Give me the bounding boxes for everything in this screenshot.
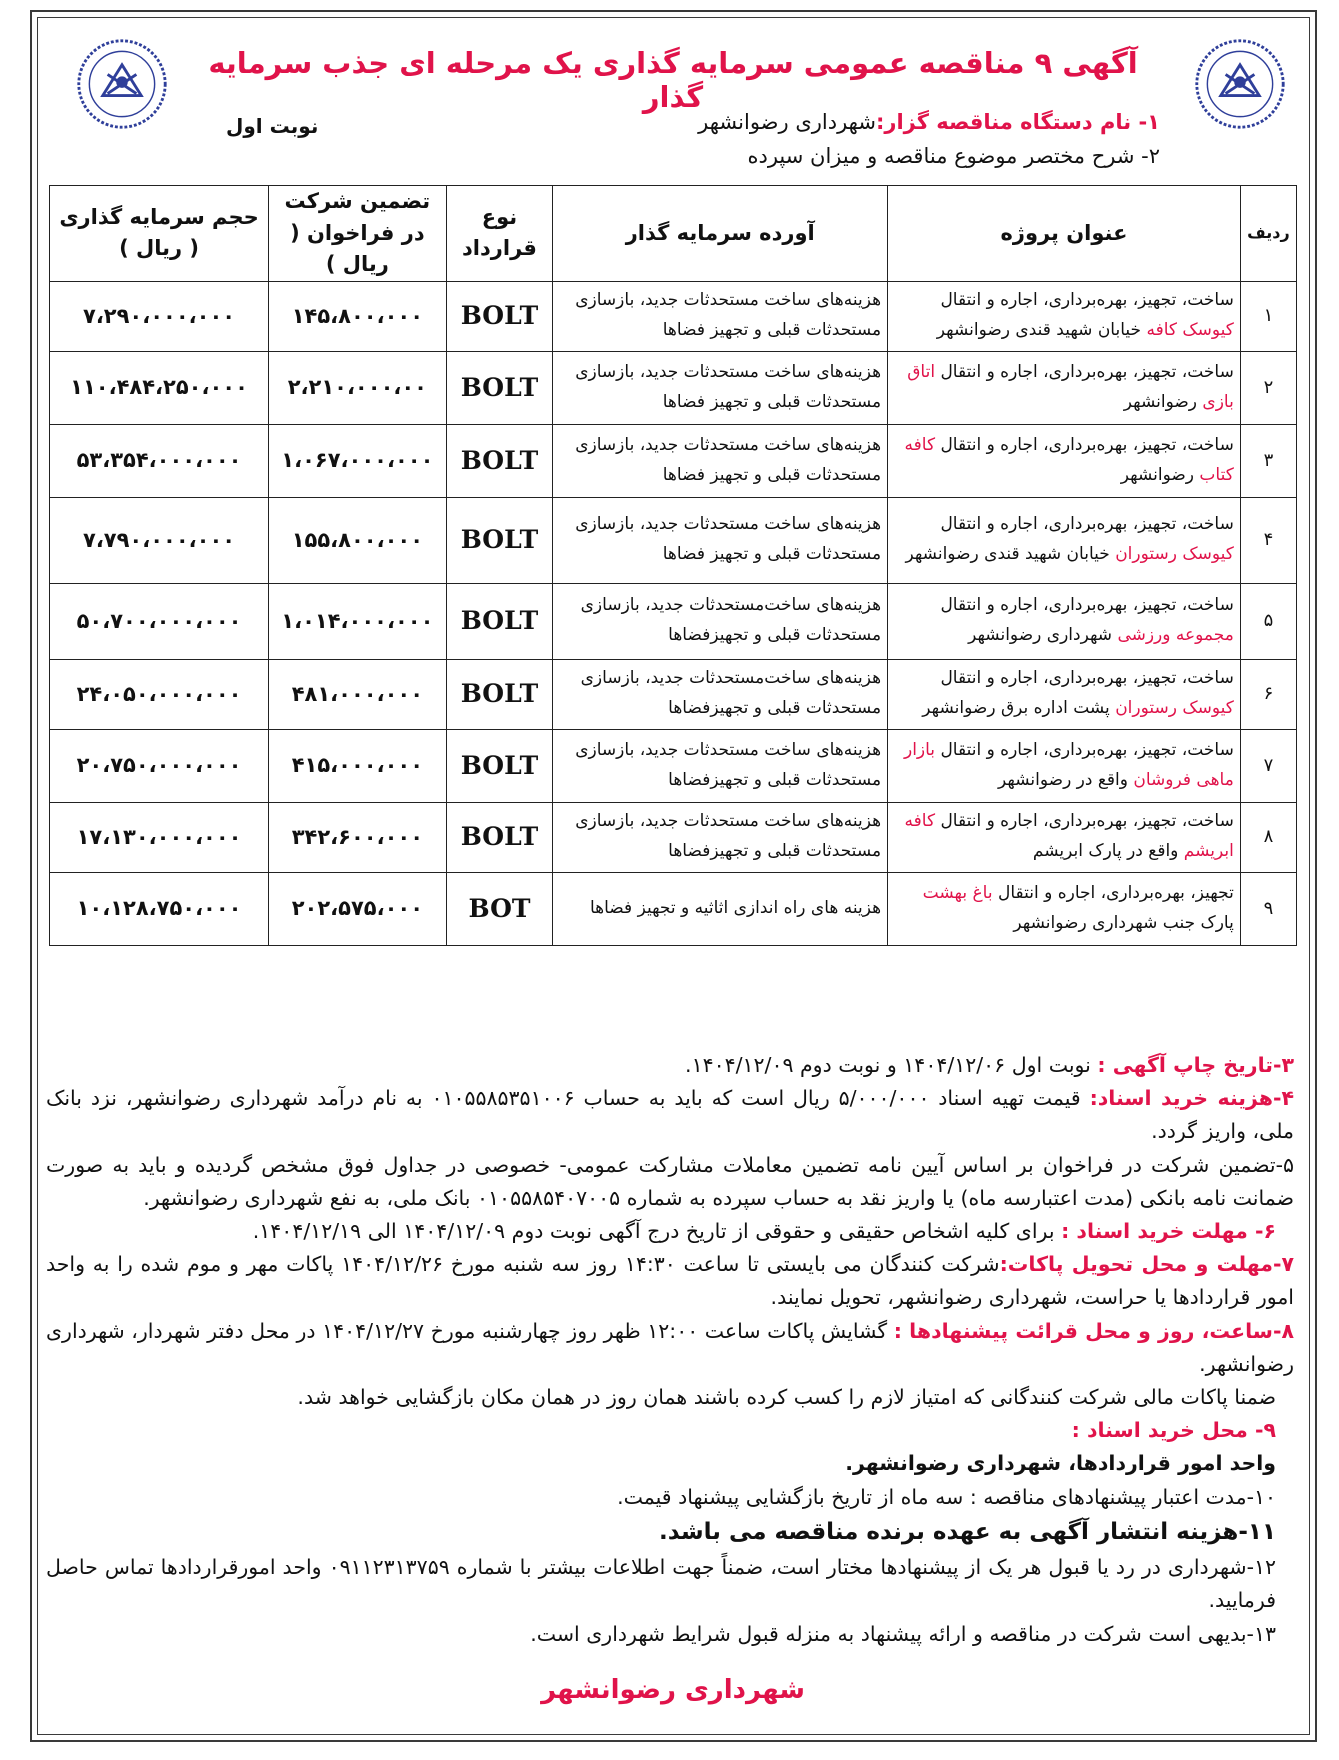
investor-contribution: هزینه‌های ساخت‌مستحدثات جدید، بازسازی مستحدثات قبلی و تجهیزفضاها [553, 659, 888, 729]
subject-heading: ۲- شرح مختصر موضوع مناقصه و میزان سپرده [747, 144, 1160, 168]
project-title [888, 872, 1241, 945]
municipality-emblem-icon [1192, 36, 1288, 132]
tender-notice [46, 22, 1300, 1732]
item-4-label: ۴-هزینه خرید اسناد: [1089, 1086, 1294, 1111]
municipality-emblem-icon [74, 36, 170, 132]
project-title [888, 802, 1241, 872]
item-9-text: واحد امور قراردادها، شهرداری رضوانشهر. [845, 1451, 1276, 1476]
row-number: ۸ [1240, 802, 1296, 872]
project-location: واقع در پارک ابریشم [1032, 841, 1179, 861]
project-name: بازار ماهی فروشان [903, 739, 1234, 790]
organizer-label: ۱- نام دستگاه مناقصه گزار: [875, 110, 1160, 134]
investor-contribution: هزینه‌های ساخت مستحدثات جدید، بازسازی مستحدثات قبلی و تجهیزفضاها [553, 729, 888, 802]
table-row [50, 802, 1297, 872]
item-9-label: ۹- محل خرید اسناد : [1071, 1418, 1276, 1443]
item-12: ۱۲-شهرداری در رد یا قبول هر یک از پیشنهادها مختار است، ضمناً جهت اطلاعات بیشتر با شماره ۰۹۱۱۲۳۱۳۷۵۹ واحد امورقراردادها تماس حاصل فرمایید. [46, 1555, 1277, 1613]
contract-type: BOLT [446, 281, 553, 351]
project-title [888, 729, 1241, 802]
investment-volume: ۱۷،۱۳۰،۰۰۰،۰۰۰ [50, 802, 269, 872]
project-title [888, 281, 1241, 351]
item-4-text: قیمت تهیه اسناد ۵/۰۰۰/۰۰۰ ریال است که باید به حساب ۰۱۰۵۵۸۵۳۵۱۰۰۶ به نام درآمد شهرداری رضوانشهر، نزد بانک ملی، واریز گردد. [46, 1086, 1294, 1144]
guarantee-amount: ۱،۰۱۴،۰۰۰،۰۰۰ [269, 583, 447, 659]
item-13: ۱۳-بدیهی است شرکت در مناقصه و ارائه پیشنهاد به منزله قبول شرایط شهرداری است. [530, 1621, 1276, 1646]
col-header-contract: نوع قرارداد [446, 186, 553, 282]
tender-organizer [698, 110, 1160, 134]
item-8 [46, 1315, 1294, 1381]
col-header-row-number: ردیف [1240, 186, 1296, 282]
row-number: ۳ [1240, 424, 1296, 497]
item-4 [46, 1082, 1294, 1148]
item-6-label: ۶- مهلت خرید اسناد : [1061, 1219, 1276, 1244]
table-header-row [50, 186, 1297, 282]
guarantee-amount: ۱،۰۶۷،۰۰۰،۰۰۰ [269, 424, 447, 497]
item-10: ۱۰-مدت اعتبار پیشنهادهای مناقصه : سه ماه از تاریخ بازگشایی پیشنهاد قیمت. [617, 1484, 1276, 1509]
project-name: مجموعه ورزشی [1117, 625, 1234, 645]
contract-type: BOLT [446, 351, 553, 424]
table-row [50, 872, 1297, 945]
contract-type: BOLT [446, 729, 553, 802]
investor-contribution: هزینه‌های ساخت مستحدثات جدید، بازسازی مستحدثات قبلی و تجهیز فضاها [553, 424, 888, 497]
row-number: ۹ [1240, 872, 1296, 945]
project-title-prefix: ساخت، تجهیز، بهره‌برداری، اجاره و انتقال [940, 434, 1234, 455]
item-6-text: برای کلیه اشخاص حقیقی و حقوقی از تاریخ درج آگهی نوبت دوم ۱۴۰۴/۱۲/۰۹ الی ۱۴۰۴/۱۲/۱۹. [252, 1219, 1055, 1244]
contract-type: BOLT [446, 659, 553, 729]
row-number: ۴ [1240, 497, 1296, 583]
guarantee-amount: ۳۴۲،۶۰۰،۰۰۰ [269, 802, 447, 872]
guarantee-amount: ۲،۲۱۰،۰۰۰،۰۰ [269, 351, 447, 424]
project-title [888, 424, 1241, 497]
project-title-prefix: ساخت، تجهیز، بهره‌برداری، اجاره و انتقال [940, 514, 1234, 535]
notice-title: آگهی ۹ مناقصه عمومی سرمایه گذاری یک مرحله ای جذب سرمایه گذار [208, 46, 1138, 114]
col-header-guarantee: تضمین شرکت در فراخوان ( ریال ) [269, 186, 447, 282]
investor-contribution: هزینه‌های ساخت مستحدثات جدید، بازسازی مستحدثات قبلی و تجهیزفضاها [553, 802, 888, 872]
row-number: ۶ [1240, 659, 1296, 729]
project-name: کافه ابریشم [904, 811, 1234, 861]
item-6 [46, 1215, 1294, 1248]
item-7-text: شرکت کنندگان می بایستی تا ساعت ۱۴:۳۰ روز سه شنبه مورخ ۱۴۰۴/۱۲/۲۶ پاکات مهر و موم شده را به واحد امور قراردادها یا حراست، شهرداری رضوانشهر، تحویل نمایند. [46, 1252, 1294, 1310]
contract-type: BOLT [446, 583, 553, 659]
project-title [888, 659, 1241, 729]
project-location: پشت اداره برق رضوانشهر [922, 698, 1110, 718]
project-title [888, 583, 1241, 659]
project-title-prefix: تجهیز، بهره‌برداری، اجاره و انتقال [997, 882, 1234, 903]
project-name: اتاق بازی [907, 361, 1234, 412]
table-row [50, 729, 1297, 802]
contract-type: BOT [446, 872, 553, 945]
project-title-prefix: ساخت، تجهیز، بهره‌برداری، اجاره و انتقال [940, 668, 1234, 689]
item-8-label: ۸-ساعت، روز و محل قرائت پیشنهادها : [893, 1318, 1294, 1343]
table-row [50, 583, 1297, 659]
project-title-prefix: ساخت، تجهیز، بهره‌برداری، اجاره و انتقال [940, 595, 1234, 616]
investment-volume: ۱۰،۱۲۸،۷۵۰،۰۰۰ [50, 872, 269, 945]
guarantee-amount: ۱۴۵،۸۰۰،۰۰۰ [269, 281, 447, 351]
investment-volume: ۷،۷۹۰،۰۰۰،۰۰۰ [50, 497, 269, 583]
project-location: خیابان شهید قندی رضوانشهر [936, 320, 1142, 340]
investment-volume: ۲۴،۰۵۰،۰۰۰،۰۰۰ [50, 659, 269, 729]
guarantee-amount: ۴۸۱،۰۰۰،۰۰۰ [269, 659, 447, 729]
investor-contribution: هزینه‌های ساخت مستحدثات جدید، بازسازی مستحدثات قبلی و تجهیز فضاها [553, 351, 888, 424]
investor-contribution: هزینه‌های ساخت‌مستحدثات جدید، بازسازی مستحدثات قبلی و تجهیزفضاها [553, 583, 888, 659]
project-title [888, 497, 1241, 583]
notice-items [46, 1049, 1294, 1651]
contract-type: BOLT [446, 424, 553, 497]
project-title-prefix: ساخت، تجهیز، بهره‌برداری، اجاره و انتقال [940, 290, 1234, 311]
item-3-label: ۳-تاریخ چاپ آگهی : [1097, 1053, 1294, 1077]
row-number: ۵ [1240, 583, 1296, 659]
item-3-text: نوبت اول ۱۴۰۴/۱۲/۰۶ و نوبت دوم ۱۴۰۴/۱۲/۰۹. [685, 1053, 1091, 1077]
investment-volume: ۱۱۰،۴۸۴،۲۵۰،۰۰۰ [50, 351, 269, 424]
table-row [50, 497, 1297, 583]
table-row [50, 424, 1297, 497]
table-row [50, 659, 1297, 729]
item-9 [46, 1414, 1294, 1447]
project-name: باغ بهشت [922, 882, 993, 903]
project-location: رضوانشهر [1123, 391, 1197, 412]
investment-volume: ۵۳،۳۵۴،۰۰۰،۰۰۰ [50, 424, 269, 497]
item-3 [46, 1049, 1294, 1082]
col-header-investor: آورده سرمایه گذار [553, 186, 888, 282]
row-number: ۱ [1240, 281, 1296, 351]
project-title-prefix: ساخت، تجهیز، بهره‌برداری، اجاره و انتقال [940, 361, 1234, 382]
organizer-value: شهرداری رضوانشهر [698, 110, 876, 134]
project-title-prefix: ساخت، تجهیز، بهره‌برداری، اجاره و انتقال [940, 739, 1234, 760]
project-name: کیوسک کافه [1146, 320, 1234, 340]
item-7-label: ۷-مهلت و محل تحویل پاکات: [999, 1252, 1294, 1277]
col-header-volume: حجم سرمایه گذاری ( ریال ) [50, 186, 269, 282]
project-name: کافه کتاب [904, 434, 1234, 485]
project-location: پارک جنب شهرداری رضوانشهر [1013, 912, 1234, 933]
project-title-prefix: ساخت، تجهیز، بهره‌برداری، اجاره و انتقال [940, 811, 1234, 832]
contract-type: BOLT [446, 802, 553, 872]
guarantee-amount: ۲۰۲،۵۷۵،۰۰۰ [269, 872, 447, 945]
project-location: خیابان شهید قندی رضوانشهر [905, 544, 1110, 564]
contract-type: BOLT [446, 497, 553, 583]
row-number: ۲ [1240, 351, 1296, 424]
item-5: ۵-تضمین شرکت در فراخوان بر اساس آیین نامه تضمین معاملات مشارکت عمومی- خصوصی در جداول فوق مشخص گردیده و باید به صورت ضمانت نامه بانکی (مدت اعتبارسه ماه) یا واریز نقد به حساب سپرده به شماره ۰۱۰۵۵۸۵۴۰۷۰۰۵ بانک ملی، به نفع شهرداری رضوانشهر. [46, 1152, 1294, 1210]
project-location: واقع در رضوانشهر [998, 769, 1128, 790]
investment-volume: ۲۰،۷۵۰،۰۰۰،۰۰۰ [50, 729, 269, 802]
row-number: ۷ [1240, 729, 1296, 802]
investor-contribution: هزینه های راه اندازی اثاثیه و تجهیز فضاها [553, 872, 888, 945]
project-title [888, 351, 1241, 424]
project-location: شهرداری رضوانشهر [968, 625, 1113, 645]
project-location: رضوانشهر [1120, 464, 1195, 485]
table-row [50, 281, 1297, 351]
item-7 [46, 1248, 1294, 1314]
investment-volume: ۵۰،۷۰۰،۰۰۰،۰۰۰ [50, 583, 269, 659]
table-row [50, 351, 1297, 424]
guarantee-amount: ۱۵۵،۸۰۰،۰۰۰ [269, 497, 447, 583]
col-header-project: عنوان پروژه [888, 186, 1241, 282]
item-8-note: ضمنا پاکات مالی شرکت کنندگانی که امتیاز لازم را کسب کرده باشند همان روز در همان مکان بازگشایی خواهد شد. [297, 1385, 1276, 1410]
item-11: ۱۱-هزینه انتشار آگهی به عهده برنده مناقصه می باشد. [659, 1518, 1276, 1545]
project-name: کیوسک رستوران [1115, 698, 1234, 718]
round-label: نوبت اول [226, 114, 319, 138]
investor-contribution: هزینه‌های ساخت مستحدثات جدید، بازسازی مستحدثات قبلی و تجهیز فضاها [553, 281, 888, 351]
investment-volume: ۷،۲۹۰،۰۰۰،۰۰۰ [50, 281, 269, 351]
item-8-text: گشایش پاکات ساعت ۱۲:۰۰ ظهر روز چهارشنبه مورخ ۱۴۰۴/۱۲/۲۷ در محل دفتر شهردار، شهرداری رضوانشهر. [46, 1318, 1294, 1376]
investor-contribution: هزینه‌های ساخت مستحدثات جدید، بازسازی مستحدثات قبلی و تجهیز فضاها [553, 497, 888, 583]
project-name: کیوسک رستوران [1115, 544, 1234, 564]
guarantee-amount: ۴۱۵،۰۰۰،۰۰۰ [269, 729, 447, 802]
projects-table [49, 185, 1297, 946]
footer-signature: شهرداری رضوانشهر [541, 1675, 805, 1705]
